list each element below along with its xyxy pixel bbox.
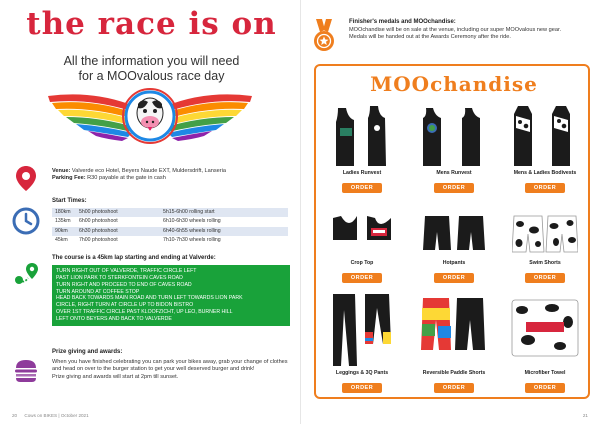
route-map-icon xyxy=(12,260,40,288)
order-button[interactable]: ORDER xyxy=(434,383,474,393)
product-name: Mens Runvest xyxy=(436,170,472,176)
course-title: The course is a 45km lap starting and ending at Valverde: xyxy=(52,255,216,261)
order-button[interactable]: ORDER xyxy=(434,273,474,283)
order-button[interactable]: ORDER xyxy=(342,383,382,393)
medals-section xyxy=(349,19,589,42)
swim-shorts-image xyxy=(512,210,578,258)
page-number: 21 xyxy=(582,413,588,418)
left-footer xyxy=(12,413,89,418)
venue-row xyxy=(52,168,292,175)
start-times-title: Start Times: xyxy=(52,198,87,204)
left-wing xyxy=(48,94,134,141)
medals-line-2: Medals will be handed out at the Awards Ceremony after the ride. xyxy=(349,34,511,41)
subtitle-line-1: All the information you will need xyxy=(63,54,240,68)
table-row xyxy=(52,208,288,217)
route-step: CIRCLE, RIGHT TURN AT CIRCLE UP TO BIDON BISTRO xyxy=(56,302,194,309)
order-button[interactable]: ORDER xyxy=(434,183,474,193)
table-row xyxy=(52,217,288,226)
start-times-section xyxy=(52,198,292,245)
photo-cell: 6h30 photoshoot xyxy=(76,227,160,236)
start-times-table xyxy=(52,208,288,245)
right-page xyxy=(300,0,600,424)
table-row xyxy=(52,227,288,236)
product-name: Mens & Ladies Bodivests xyxy=(513,170,577,176)
venue-section xyxy=(52,168,292,182)
venue-label: Venue: xyxy=(52,168,71,174)
subtitle-line-2: for a MOOvalous race day xyxy=(78,69,225,83)
location-pin-icon xyxy=(12,164,40,192)
moochandise-title: MOOchandise xyxy=(370,72,538,96)
route-step: OVER 1ST TRAFFIC CIRCLE PAST KLOOFZICHT, UP LEO, BURNER HILL xyxy=(56,308,233,315)
distance-cell: 180km xyxy=(52,208,76,217)
winged-cow-logo xyxy=(44,86,256,148)
clock-icon xyxy=(12,207,40,235)
moochandise-frame xyxy=(314,64,590,399)
crop-top-image xyxy=(329,210,395,258)
page-title: the race is on xyxy=(26,6,277,42)
route-step: PAST LION PARK TO STERKFONTEIN CAVES ROAD xyxy=(56,275,183,281)
product-name: Hotpants xyxy=(442,260,466,266)
right-footer xyxy=(583,413,588,418)
parking-label: Parking Fee: xyxy=(52,175,86,182)
photo-cell: 7h00 photoshoot xyxy=(79,236,118,243)
parking-text: R30 payable at the gate in cash xyxy=(87,175,166,182)
medals-title: Finisher's medals and MOOchandise: xyxy=(349,19,456,25)
prize-text: When you have finished celebrating you can park your bikes away, grab your change of clothes and head on over to the burger station to get your well deserved burger and drink! xyxy=(52,359,288,373)
product-card xyxy=(502,292,588,394)
right-wing xyxy=(166,94,252,141)
product-name: Swim Shorts xyxy=(529,260,561,266)
route-step: LEFT ONTO BEYERS AND BACK TO VALVERDE xyxy=(56,315,172,322)
start-cell: 6h10-6h30 wheels rolling xyxy=(163,218,221,225)
table-row xyxy=(52,236,288,245)
course-section xyxy=(52,255,292,326)
footer-text: Cows on BIKES | October 2021 xyxy=(24,413,89,418)
venue-text: Valverde eco Hotel, Beyers Naude EXT, Muldersdrift, Lanseria xyxy=(71,168,227,174)
distance-cell: 135km xyxy=(55,218,71,225)
route-step: TURN RIGHT OUT OF VALVERDE, TRAFFIC CIRCLE LEFT xyxy=(56,268,197,275)
page-number: 20 xyxy=(12,413,18,418)
prize-section xyxy=(52,349,292,381)
distance-cell: 90km xyxy=(52,227,76,236)
order-button[interactable]: ORDER xyxy=(525,383,565,393)
product-card xyxy=(502,102,588,194)
start-cell: 7h10-7h30 wheels rolling xyxy=(163,236,221,243)
burger-icon xyxy=(12,356,40,384)
cow-head xyxy=(123,89,177,143)
route-directions-box xyxy=(52,265,290,325)
medal-icon xyxy=(311,18,337,54)
page-subtitle xyxy=(14,54,289,84)
order-button[interactable]: ORDER xyxy=(342,183,382,193)
order-button[interactable]: ORDER xyxy=(525,273,565,283)
product-card xyxy=(319,292,405,394)
product-card xyxy=(411,102,497,194)
route-step: TURN RIGHT AND PROCEED TO END OF CAVES ROAD xyxy=(56,281,192,288)
product-card xyxy=(319,210,405,284)
route-step: HEAD BACK TOWARDS MAIN ROAD AND TURN LEFT TOWARDS LION PARK xyxy=(56,295,243,302)
product-card xyxy=(502,210,588,284)
parking-row xyxy=(52,175,292,182)
product-card xyxy=(411,210,497,284)
mens-runvest-image xyxy=(421,102,487,168)
distance-cell: 45km xyxy=(55,236,68,243)
hotpants-image xyxy=(421,210,487,258)
product-name: Crop Top xyxy=(350,260,374,266)
leggings-image xyxy=(327,292,397,368)
product-card xyxy=(319,102,405,194)
prize-title: Prize giving and awards: xyxy=(52,349,123,355)
bodivest-image xyxy=(512,102,578,168)
product-card xyxy=(411,292,497,394)
prize-time-text: Prize giving and awards will start at 2pm till sunset. xyxy=(52,373,179,380)
product-name: Microfiber Towel xyxy=(524,370,566,376)
start-cell: 5h15-6h00 rolling start xyxy=(160,208,288,217)
route-step: TURN AROUND AT COFFEE STOP xyxy=(56,288,140,295)
paddle-shorts-image xyxy=(419,292,489,368)
product-name: Reversible Paddle Shorts xyxy=(422,370,486,376)
order-button[interactable]: ORDER xyxy=(342,273,382,283)
start-cell: 6h40-6h55 wheels rolling xyxy=(160,227,288,236)
towel-image xyxy=(508,292,582,368)
ladies-runvest-image xyxy=(332,102,392,168)
medals-line-1: MOOchandise will be on sale at the venue, including our super MOOvalous new gear. xyxy=(349,27,562,34)
product-name: Leggings & 3Q Pants xyxy=(335,370,389,376)
photo-cell: 6h00 photoshoot xyxy=(79,218,118,225)
order-button[interactable]: ORDER xyxy=(525,183,565,193)
photo-cell: 5h00 photoshoot xyxy=(76,208,160,217)
product-name: Ladies Runvest xyxy=(342,170,382,176)
